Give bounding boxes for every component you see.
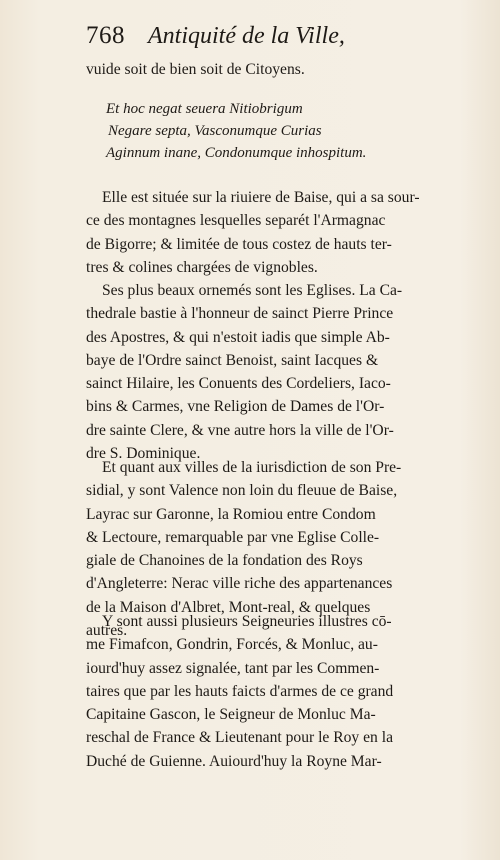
text-line: reschal de France & Lieutenant pour le Roy en la xyxy=(86,729,393,747)
text-line: sainct Hilaire, les Conuents des Cordeliers, Iaco- xyxy=(86,375,391,393)
text-line: giale de Chanoines de la fondation des Roys xyxy=(86,552,363,570)
text-line: bins & Carmes, vne Religion de Dames de l'Or- xyxy=(86,398,385,416)
text-line: dre sainte Clere, & vne autre hors la ville de l'Or- xyxy=(86,421,394,439)
text-line: taires que par les hauts faicts d'armes de ce grand xyxy=(86,682,394,700)
page-header xyxy=(86,22,438,52)
text-line: des Apostres, & qui n'estoit iadis que simple Ab- xyxy=(86,328,390,346)
text-line: Duché de Guienne. Auiourd'huy la Royne Mar- xyxy=(86,752,382,770)
verse-line: Negare septa, Vasconumque Curias xyxy=(108,123,322,139)
text-line: autres. xyxy=(86,622,128,640)
text-line: me Fimafcon, Gondrin, Forcés, & Monluc, au- xyxy=(86,636,378,654)
latin-verse xyxy=(106,98,466,164)
text-line: sidial, y sont Valence non loin du fleuue de Baise, xyxy=(86,482,398,500)
text-line: de Bigorre; & limitée de tous costez de hauts ter- xyxy=(86,235,392,253)
paragraph-location xyxy=(86,186,474,279)
text-line: tres & colines chargées de vignobles. xyxy=(86,258,318,276)
text-line: Y sont aussi plusieurs Seigneuries illustres cō- xyxy=(102,613,392,630)
text-line: Capitaine Gascon, le Seigneur de Monluc Ma- xyxy=(86,706,376,724)
verse-line: Aginnum inane, Condonumque inhospitum. xyxy=(106,145,367,161)
verse-line: Et hoc negat seuera Nitiobrigum xyxy=(106,101,303,117)
paragraph-seigneuries xyxy=(86,610,474,773)
text-line: Layrac sur Garonne, la Romiou entre Condom xyxy=(86,505,376,523)
text-line: de la Maison d'Albret, Mont-real, & quelques xyxy=(86,598,371,616)
text-line: & Lectoure, remarquable par vne Eglise Colle- xyxy=(86,528,380,546)
text-line: baye de l'Ordre sainct Benoist, saint Iacques & xyxy=(86,351,379,369)
paragraph-churches xyxy=(86,279,474,465)
page-number: 768 xyxy=(86,22,125,49)
text-line: Ses plus beaux ornemés sont les Eglises. La Ca- xyxy=(102,282,403,299)
text-line: d'Angleterre: Nerac ville riche des appartenances xyxy=(86,575,393,593)
text-line: iourd'huy assez signalée, tant par les Commen- xyxy=(86,659,380,677)
text-line: thedrale bastie à l'honneur de sainct Pierre Prince xyxy=(86,305,394,323)
running-title: Antiquité de la Ville, xyxy=(148,23,345,49)
text-line: dre S. Dominique. xyxy=(86,445,201,463)
text-line: Elle est située sur la riuiere de Baise, qui a sa sour- xyxy=(102,189,420,206)
text-line: Et quant aux villes de la iurisdiction de son Pre- xyxy=(102,459,402,476)
text-line: ce des montagnes lesquelles separét l'Armagnac xyxy=(86,212,386,230)
continuation-line: vuide soit de bien soit de Citoyens. xyxy=(86,61,305,78)
